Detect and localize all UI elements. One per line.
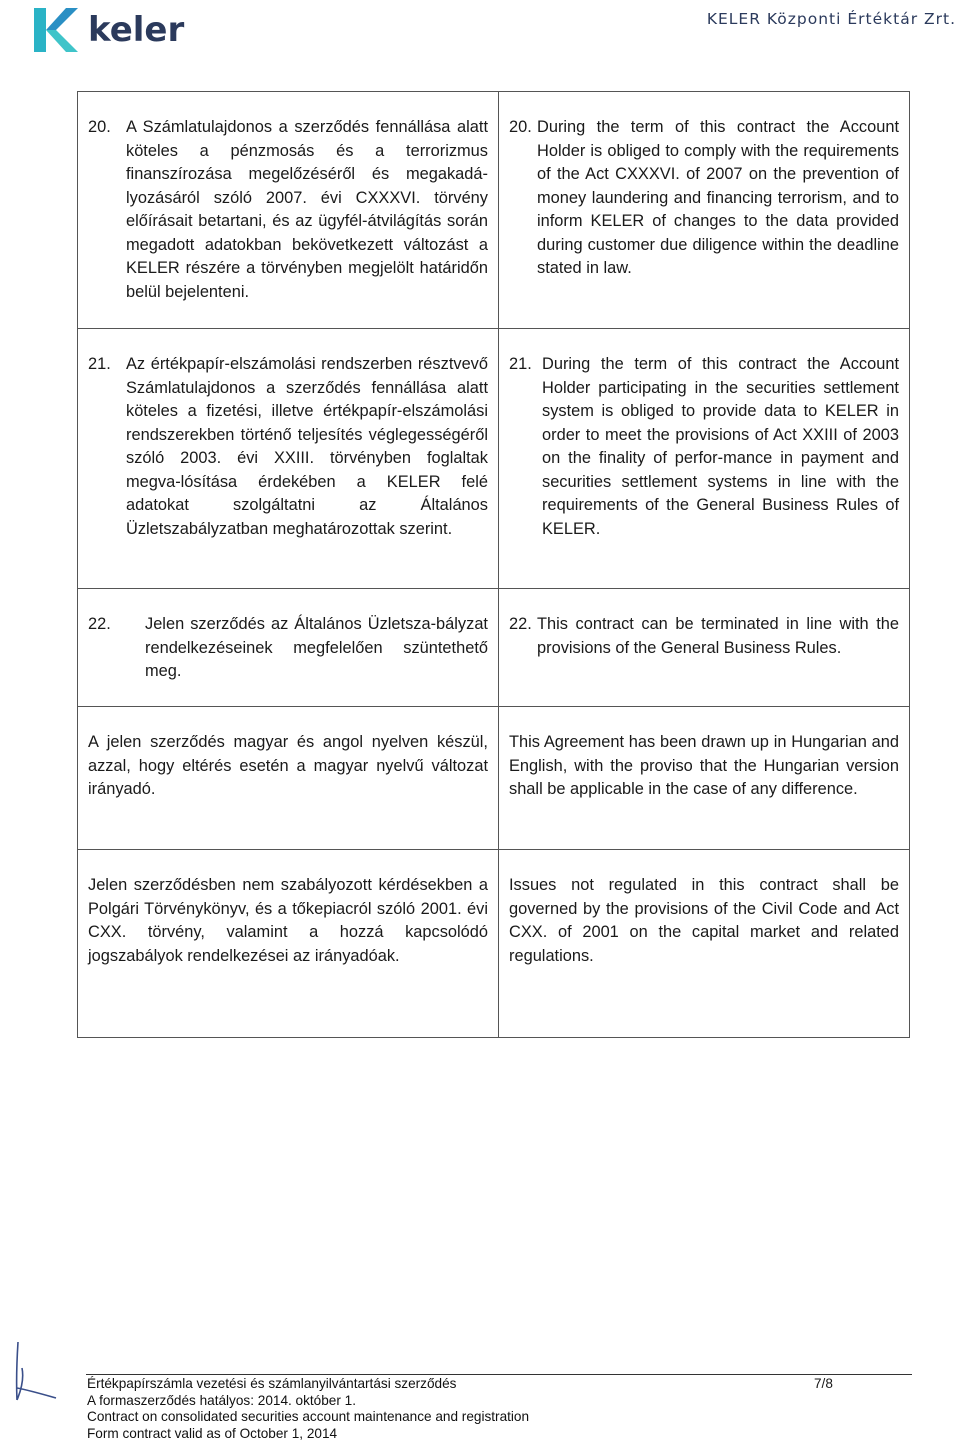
language-clause-en: This Agreement has been drawn up in Hungarian and English, with the proviso that the Hungarian version shall be applicable in the case of any difference. (509, 733, 899, 798)
clause-number: 20. (509, 118, 532, 136)
page-header (0, 0, 960, 60)
footer-divider (86, 1374, 912, 1375)
clause-number: 21. (509, 355, 532, 373)
language-clause-hu: A jelen szerződés magyar és angol nyelven készül, azzal, hogy eltérés esetén a magyar nyelvű változat irányadó. (88, 733, 488, 798)
hungarian-cell (78, 707, 499, 850)
hungarian-cell (78, 850, 499, 1038)
page-number: 7/8 (814, 1376, 833, 1391)
table-row (78, 850, 910, 1038)
english-cell (499, 589, 910, 707)
english-cell (499, 92, 910, 329)
governing-law-en: Issues not regulated in this contract shall be governed by the provisions of the Civil Code and Act CXX. of 2001 on the capital market and related regulations. (509, 876, 899, 965)
clause-text-en: During the term of this contract the Account Holder participating in the securities settlement system is obliged to provide data to KELER in order to meet the provisions of Act XXIII of 2003 on the finality of perfor-mance in payment and securities settlement systems in line with the requirements of the General Business Rules of KELER. (542, 355, 899, 538)
contract-table (77, 91, 910, 1038)
clause-text-hu: Jelen szerződés az Általános Üzletsza-bályzat rendelkezéseinek megfelelően szüntethető meg. (145, 615, 488, 680)
table-row (78, 589, 910, 707)
clause-number: 22. (509, 615, 532, 633)
logo-text: keler (88, 10, 185, 50)
company-name: KELER Központi Értéktár Zrt. (706, 10, 956, 28)
clause-number: 22. (88, 615, 111, 633)
clause-number: 20. (88, 118, 111, 136)
clause-text-hu: Az értékpapír-elszámolási rendszerben résztvevő Számlatulajdonos a szerződés fennállása alatt köteles a fizetési, illetve értékpapír-elszámolási rendszerekben történő teljesítés véglegességéről szóló 2003. évi XXIII. törvényben foglaltak megva-lósítása érdekében a KELER felé adatokat szolgáltatni az Általános Üzletszabályzatban meghatározottak szerint. (126, 355, 488, 538)
signature-icon (8, 1338, 60, 1408)
keler-logo (32, 6, 184, 54)
clause-number: 21. (88, 355, 111, 373)
keler-logo-icon (32, 6, 80, 54)
english-cell (499, 850, 910, 1038)
clause-text-hu: A Számlatulajdonos a szerződés fennállása alatt köteles a pénzmosás és a terrorizmus finanszírozása megelőzéséről és megakadá-lyozásáról szóló 2007. évi CXXXVI. törvény előírásait betartani, és az ügyfél-átvilágítás során megadott adatokban bekövetkezett változást a KELER részére a törvényben megjelölt határidőn belül bejelenteni. (126, 118, 488, 301)
table-row (78, 707, 910, 850)
english-cell (499, 707, 910, 850)
page-footer (87, 1376, 847, 1442)
footer-title-hu: Értékpapírszámla vezetési és számlanyilvántartási szerződés (87, 1376, 457, 1391)
table-row (78, 329, 910, 589)
hungarian-cell (78, 329, 499, 589)
hungarian-cell (78, 92, 499, 329)
table-row (78, 92, 910, 329)
footer-valid-en: Form contract valid as of October 1, 2014 (87, 1425, 338, 1441)
clause-text-en: This contract can be terminated in line with the provisions of the General Business Rules. (537, 615, 899, 657)
footer-valid-hu: A formaszerződés hatályos: 2014. október 1. (87, 1392, 357, 1408)
hungarian-cell (78, 589, 499, 707)
footer-title-en: Contract on consolidated securities account maintenance and registration (87, 1409, 530, 1425)
english-cell (499, 329, 910, 589)
clause-text-en: During the term of this contract the Account Holder is obliged to comply with the requirements of the Act CXXXVI. of 2007 on the prevention of money laundering and financing terrorism, and to inform KELER of changes to the data provided during customer due diligence within the deadline stated in law. (537, 118, 899, 277)
governing-law-hu: Jelen szerződésben nem szabályozott kérdésekben a Polgári Törvénykönyv, és a tőkepiacról szóló 2001. évi CXX. törvény, valamint a hozzá kapcsolódó jogszabályok rendelkezései az irányadóak. (88, 876, 488, 965)
